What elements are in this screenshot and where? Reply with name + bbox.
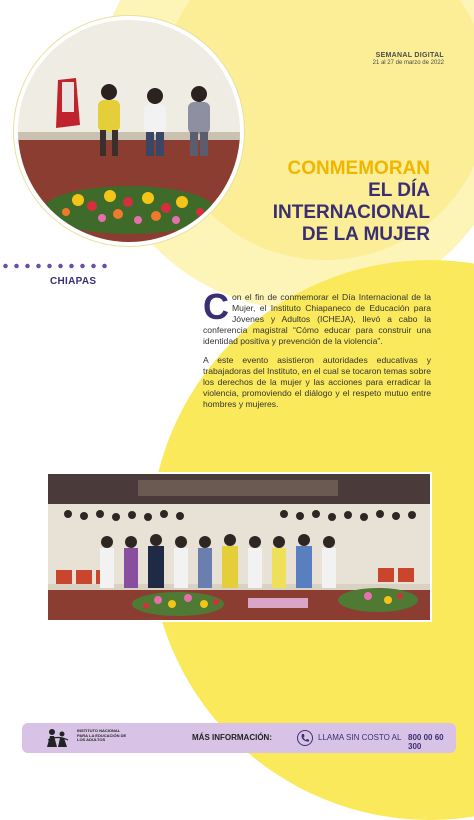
publication-name: SEMANAL DIGITAL (375, 52, 444, 59)
publication-dates: 21 al 27 de marzo de 2022 (372, 60, 444, 66)
headline-line-1: CONMEMORAN (287, 158, 430, 179)
headline-line-2: EL DÍA (368, 180, 430, 201)
footer-bar (22, 723, 456, 753)
dotted-divider (0, 263, 112, 269)
phone-number[interactable]: 800 00 60 300 (408, 733, 444, 751)
article-headline (273, 158, 430, 246)
auditorium-photo-illustration (48, 474, 430, 620)
drop-cap: C (203, 286, 229, 327)
article-paragraph-2: A este evento asistieron autoridades educativas y trabajadoras del Instituto, en el cual se tocaron temas sobre los derechos de la mujer y las acciones para erradicar la violencia, promoviendo el diálogo y el respeto mutuo entre hombres y mujeres. (203, 355, 431, 409)
article-body (203, 286, 431, 418)
region-label: CHIAPAS (50, 276, 97, 287)
inea-logo-icon (44, 727, 72, 749)
article-paragraph-1-text: on el fin de conmemorar el Día Internacional de la Mujer, el Instituto Chiapaneco de Educación para Jóvenes y Adultos (ICHEJA), llevó a cabo la conferencia magistral “Cómo educar para construir una identidad positiva y prevención de la violencia”. (203, 292, 431, 346)
event-photo-circle (14, 16, 244, 246)
phone-icon (297, 730, 313, 746)
masthead (373, 52, 444, 66)
stage-photo-illustration (18, 20, 240, 242)
headline-line-3: INTERNACIONAL (272, 202, 430, 223)
article-paragraph-1 (203, 286, 431, 347)
more-info-label: MÁS INFORMACIÓN: (192, 733, 272, 742)
toll-free-label: LLAMA SIN COSTO AL (318, 733, 402, 742)
group-photo (46, 472, 432, 622)
headline-line-4: DE LA MUJER (301, 224, 430, 245)
inea-logo-text: INSTITUTO NACIONAL PARA LA EDUCACIÓN DE LOS ADULTOS (77, 728, 127, 743)
